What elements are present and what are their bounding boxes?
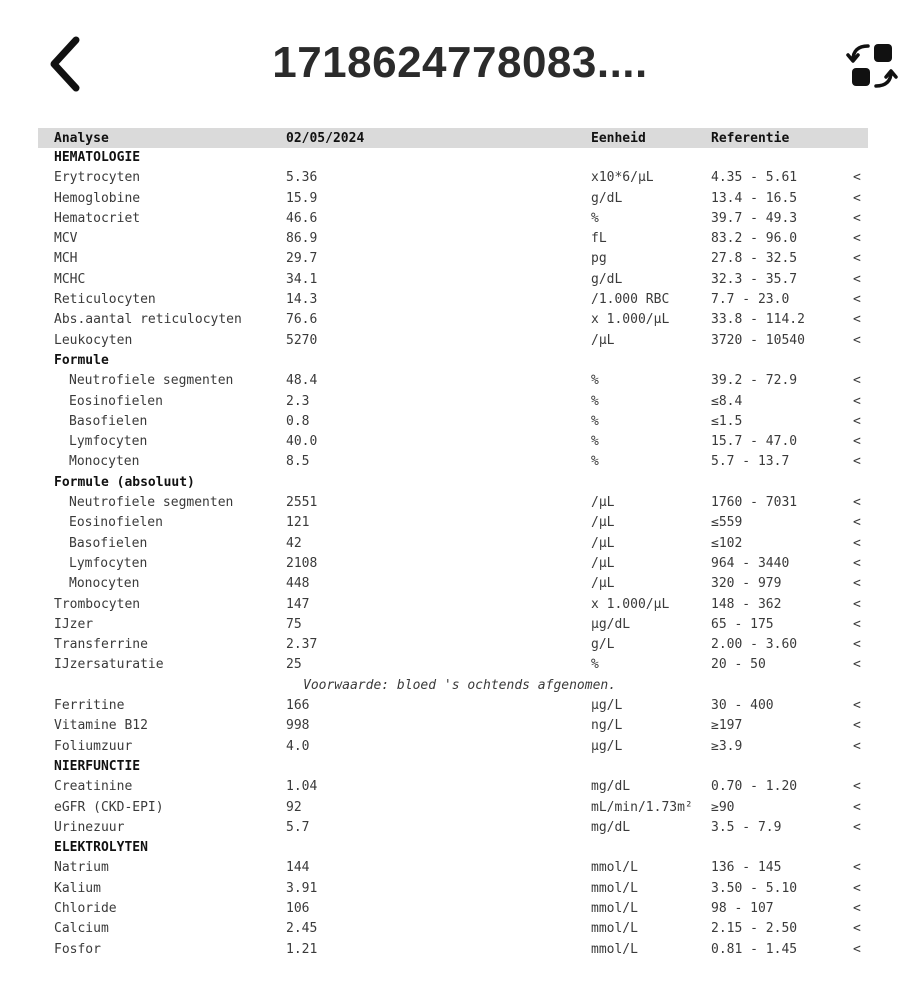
range-flag: <	[853, 941, 861, 957]
unit: %	[591, 434, 599, 450]
unit: /µL	[591, 535, 615, 551]
table-row	[38, 513, 868, 533]
unit: mmol/L	[591, 900, 638, 916]
analyte-name: Neutrofiele segmenten	[69, 495, 234, 511]
reference-range: 0.81 - 1.45	[711, 941, 798, 957]
analyte-name: Chloride	[54, 900, 117, 916]
column-header-eenheid: Eenheid	[591, 131, 646, 146]
result-value: 106	[286, 900, 310, 916]
range-flag: <	[853, 190, 861, 206]
unit: /µL	[591, 495, 615, 511]
reference-range: 27.8 - 32.5	[711, 251, 798, 267]
result-value: 1.04	[286, 779, 318, 795]
reference-range: 1760 - 7031	[711, 495, 798, 511]
result-value: 0.8	[286, 413, 310, 429]
back-button[interactable]	[38, 32, 98, 96]
table-row	[38, 310, 868, 330]
range-flag: <	[853, 231, 861, 247]
result-value: 144	[286, 860, 310, 876]
unit: x 1.000/µL	[591, 596, 670, 612]
reference-range: 30 - 400	[711, 698, 774, 714]
page-title: 1718624778083....	[272, 38, 648, 87]
reference-range: 5.7 - 13.7	[711, 454, 790, 470]
reference-range: ≥3.9	[711, 738, 743, 754]
reference-range: ≤559	[711, 515, 743, 531]
unit: /µL	[591, 515, 615, 531]
table-row	[38, 737, 868, 757]
table-row	[38, 777, 868, 797]
table-row	[38, 574, 868, 594]
unit: µg/dL	[591, 616, 631, 632]
result-value: 166	[286, 698, 310, 714]
unit: x10*6/µL	[591, 170, 654, 186]
unit: /1.000 RBC	[591, 292, 670, 308]
analyte-name: Eosinofielen	[69, 515, 163, 531]
analyte-name: Neutrofiele segmenten	[69, 373, 234, 389]
note-text: Voorwaarde: bloed 's ochtends afgenomen.	[303, 677, 617, 693]
table-row	[38, 879, 868, 899]
analyte-name: Reticulocyten	[54, 292, 156, 308]
section-heading	[38, 351, 868, 371]
result-value: 998	[286, 718, 310, 734]
unit: g/dL	[591, 271, 623, 287]
range-flag: <	[853, 637, 861, 653]
table-row	[38, 392, 868, 412]
result-value: 2551	[286, 495, 318, 511]
table-row	[38, 452, 868, 472]
reference-range: 13.4 - 16.5	[711, 190, 798, 206]
result-value: 121	[286, 515, 310, 531]
range-flag: <	[853, 616, 861, 632]
table-row	[38, 858, 868, 878]
section-heading	[38, 148, 868, 168]
range-flag: <	[853, 454, 861, 470]
result-value: 29.7	[286, 251, 318, 267]
analyte-name: IJzersaturatie	[54, 657, 164, 673]
analyte-name: Hematocriet	[54, 210, 141, 226]
range-flag: <	[853, 576, 861, 592]
analyte-name: Creatinine	[54, 779, 133, 795]
analyte-name: Erytrocyten	[54, 170, 141, 186]
range-flag: <	[853, 596, 861, 612]
column-header-date: 02/05/2024	[286, 131, 365, 146]
reference-range: 3.5 - 7.9	[711, 819, 782, 835]
result-value: 2.45	[286, 921, 318, 937]
range-flag: <	[853, 332, 861, 348]
lab-report-table	[38, 128, 868, 960]
result-value: 14.3	[286, 292, 318, 308]
range-flag: <	[853, 251, 861, 267]
analyte-name: Lymfocyten	[69, 434, 148, 450]
analyte-name: Basofielen	[69, 413, 148, 429]
result-value: 25	[286, 657, 302, 673]
range-flag: <	[853, 799, 861, 815]
unit: fL	[591, 231, 607, 247]
unit: mmol/L	[591, 860, 638, 876]
range-flag: <	[853, 657, 861, 673]
result-value: 75	[286, 616, 302, 632]
table-body	[38, 148, 868, 960]
unit: mmol/L	[591, 880, 638, 896]
result-value: 3.91	[286, 880, 318, 896]
unit: /µL	[591, 332, 615, 348]
reference-range: ≤102	[711, 535, 743, 551]
analyte-name: Foliumzuur	[54, 738, 133, 754]
analyte-name: Lymfocyten	[69, 555, 148, 571]
unit: mmol/L	[591, 941, 638, 957]
unit: %	[591, 413, 599, 429]
table-row	[38, 899, 868, 919]
result-value: 15.9	[286, 190, 318, 206]
table-row	[38, 189, 868, 209]
table-row	[38, 371, 868, 391]
section-heading	[38, 473, 868, 493]
unit: mg/dL	[591, 819, 631, 835]
reference-range: 20 - 50	[711, 657, 766, 673]
range-flag: <	[853, 779, 861, 795]
analyte-name: Ferritine	[54, 698, 125, 714]
reference-range: 32.3 - 35.7	[711, 271, 798, 287]
unit: %	[591, 210, 599, 226]
analyte-name: MCH	[54, 251, 78, 267]
unit: /µL	[591, 576, 615, 592]
result-value: 5.36	[286, 170, 318, 186]
section-title: Formule	[54, 352, 109, 368]
result-value: 86.9	[286, 231, 318, 247]
table-row	[38, 229, 868, 249]
range-flag: <	[853, 434, 861, 450]
reference-range: 83.2 - 96.0	[711, 231, 798, 247]
result-value: 92	[286, 799, 302, 815]
result-value: 4.0	[286, 738, 310, 754]
reference-range: 148 - 362	[711, 596, 782, 612]
analyte-name: Fosfor	[54, 941, 101, 957]
unit: ng/L	[591, 718, 623, 734]
reference-range: 98 - 107	[711, 900, 774, 916]
result-value: 34.1	[286, 271, 318, 287]
section-heading	[38, 838, 868, 858]
chevron-left-icon	[38, 32, 98, 96]
range-flag: <	[853, 413, 861, 429]
swap-layout-button[interactable]	[846, 40, 898, 92]
analyte-name: Eosinofielen	[69, 393, 163, 409]
range-flag: <	[853, 292, 861, 308]
analyte-name: Kalium	[54, 880, 101, 896]
table-row	[38, 249, 868, 269]
section-title: ELEKTROLYTEN	[54, 840, 148, 856]
analyte-name: Vitamine B12	[54, 718, 148, 734]
reference-range: ≤8.4	[711, 393, 743, 409]
result-value: 8.5	[286, 454, 310, 470]
range-flag: <	[853, 271, 861, 287]
table-row	[38, 615, 868, 635]
result-value: 46.6	[286, 210, 318, 226]
range-flag: <	[853, 900, 861, 916]
reference-range: 0.70 - 1.20	[711, 779, 798, 795]
table-row	[38, 919, 868, 939]
analyte-name: Hemoglobine	[54, 190, 141, 206]
result-value: 5270	[286, 332, 318, 348]
table-row	[38, 493, 868, 513]
range-flag: <	[853, 718, 861, 734]
analyte-name: eGFR (CKD-EPI)	[54, 799, 164, 815]
reference-range: 2.15 - 2.50	[711, 921, 798, 937]
unit: g/dL	[591, 190, 623, 206]
reference-range: 964 - 3440	[711, 555, 790, 571]
result-value: 448	[286, 576, 310, 592]
unit: x 1.000/µL	[591, 312, 670, 328]
table-row	[38, 940, 868, 960]
section-title: HEMATOLOGIE	[54, 150, 141, 165]
analyte-name: MCV	[54, 231, 78, 247]
analyte-name: MCHC	[54, 271, 86, 287]
reference-range: ≤1.5	[711, 413, 743, 429]
section-title: Formule (absoluut)	[54, 474, 195, 490]
top-bar	[0, 0, 920, 120]
unit: pg	[591, 251, 607, 267]
analyte-name: Calcium	[54, 921, 109, 937]
reference-range: 33.8 - 114.2	[711, 312, 805, 328]
result-value: 2.3	[286, 393, 310, 409]
result-value: 1.21	[286, 941, 318, 957]
result-value: 147	[286, 596, 310, 612]
reference-range: 320 - 979	[711, 576, 782, 592]
table-row	[38, 554, 868, 574]
section-heading	[38, 757, 868, 777]
reference-range: 136 - 145	[711, 860, 782, 876]
range-flag: <	[853, 555, 861, 571]
table-row	[38, 412, 868, 432]
reference-range: 39.2 - 72.9	[711, 373, 798, 389]
analyte-name: Urinezuur	[54, 819, 125, 835]
table-row	[38, 798, 868, 818]
table-row	[38, 270, 868, 290]
analyte-name: Basofielen	[69, 535, 148, 551]
range-flag: <	[853, 535, 861, 551]
range-flag: <	[853, 312, 861, 328]
result-value: 40.0	[286, 434, 318, 450]
analyte-name: IJzer	[54, 616, 94, 632]
range-flag: <	[853, 738, 861, 754]
range-flag: <	[853, 819, 861, 835]
unit: %	[591, 657, 599, 673]
reference-range: 39.7 - 49.3	[711, 210, 798, 226]
table-row	[38, 168, 868, 188]
unit: mg/dL	[591, 779, 631, 795]
result-value: 42	[286, 535, 302, 551]
range-flag: <	[853, 170, 861, 186]
reference-range: ≥197	[711, 718, 743, 734]
reference-range: 7.7 - 23.0	[711, 292, 790, 308]
swap-layout-icon	[846, 40, 898, 92]
table-row	[38, 696, 868, 716]
section-title: NIERFUNCTIE	[54, 758, 141, 774]
table-row	[38, 331, 868, 351]
analyte-name: Monocyten	[69, 454, 140, 470]
reference-range: 3720 - 10540	[711, 332, 805, 348]
unit: %	[591, 393, 599, 409]
result-value: 76.6	[286, 312, 318, 328]
range-flag: <	[853, 698, 861, 714]
reference-range: 3.50 - 5.10	[711, 880, 798, 896]
range-flag: <	[853, 495, 861, 511]
table-row	[38, 716, 868, 736]
result-value: 2108	[286, 555, 318, 571]
column-header-referentie: Referentie	[711, 131, 790, 146]
analyte-name: Natrium	[54, 860, 109, 876]
reference-range: 15.7 - 47.0	[711, 434, 798, 450]
table-row	[38, 534, 868, 554]
table-row	[38, 655, 868, 675]
analyte-name: Transferrine	[54, 637, 148, 653]
reference-range: ≥90	[711, 799, 735, 815]
table-row	[38, 432, 868, 452]
range-flag: <	[853, 860, 861, 876]
table-header	[38, 128, 868, 148]
range-flag: <	[853, 880, 861, 896]
result-value: 2.37	[286, 637, 318, 653]
table-note	[38, 676, 868, 696]
unit: µg/L	[591, 738, 623, 754]
unit: mL/min/1.73m²	[591, 799, 693, 815]
range-flag: <	[853, 210, 861, 226]
analyte-name: Abs.aantal reticulocyten	[54, 312, 242, 328]
range-flag: <	[853, 373, 861, 389]
unit: mmol/L	[591, 921, 638, 937]
unit: µg/L	[591, 698, 623, 714]
reference-range: 65 - 175	[711, 616, 774, 632]
unit: /µL	[591, 555, 615, 571]
reference-range: 4.35 - 5.61	[711, 170, 798, 186]
reference-range: 2.00 - 3.60	[711, 637, 798, 653]
table-row	[38, 290, 868, 310]
result-value: 5.7	[286, 819, 310, 835]
analyte-name: Monocyten	[69, 576, 140, 592]
unit: %	[591, 373, 599, 389]
column-header-analyse: Analyse	[54, 131, 109, 146]
unit: %	[591, 454, 599, 470]
analyte-name: Leukocyten	[54, 332, 133, 348]
unit: g/L	[591, 637, 615, 653]
range-flag: <	[853, 393, 861, 409]
table-row	[38, 818, 868, 838]
result-value: 48.4	[286, 373, 318, 389]
table-row	[38, 209, 868, 229]
table-row	[38, 635, 868, 655]
range-flag: <	[853, 921, 861, 937]
table-row	[38, 595, 868, 615]
range-flag: <	[853, 515, 861, 531]
analyte-name: Trombocyten	[54, 596, 141, 612]
